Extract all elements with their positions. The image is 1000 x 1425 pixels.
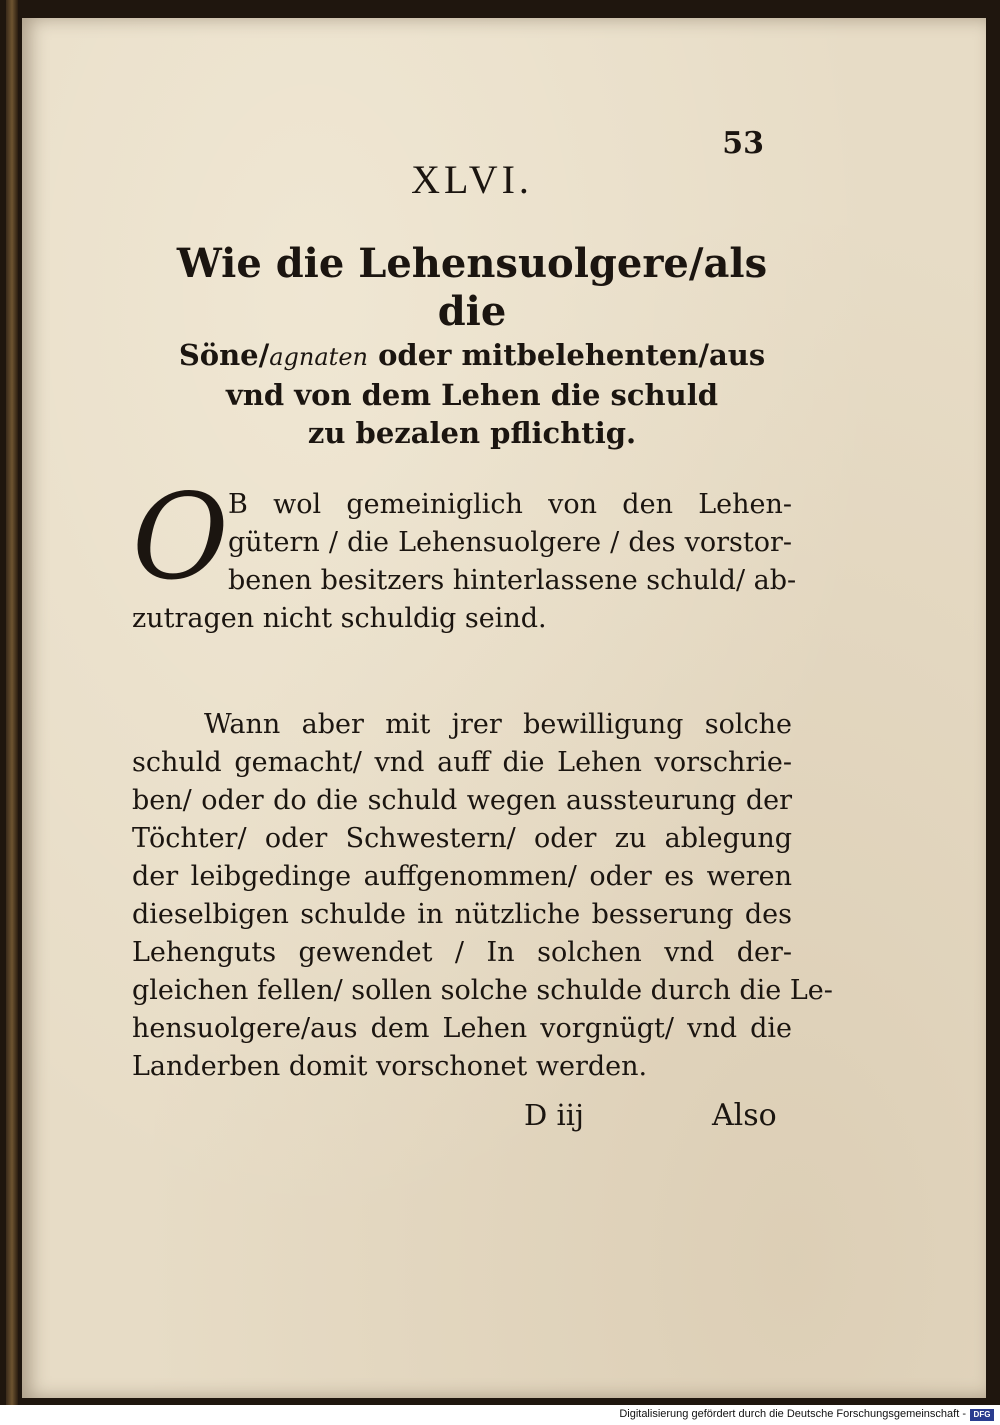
drop-cap-initial: O <box>132 468 229 606</box>
paragraph-1 <box>132 486 797 638</box>
heading-line-2 <box>142 336 802 376</box>
funding-credit: Digitalisierung gefördert durch die Deutsche Forschungsgemeinschaft - <box>619 1408 966 1420</box>
paragraph-1-line: B wol gemeiniglich von den Lehen- <box>228 489 792 520</box>
heading-line-2-end: oder mitbelehenten/aus <box>367 338 766 372</box>
book-cover-edge <box>6 0 18 1405</box>
heading-line-1: Wie die Lehensuolgere/als die <box>176 240 768 335</box>
page-number: 53 <box>722 126 764 161</box>
digitization-footer <box>0 1405 1000 1425</box>
paragraph-2-line: hensuolgere/aus dem Lehen vorgnügt/ vnd die <box>132 1013 792 1044</box>
paragraph-2-line: Landerben domit vorschonet werden. <box>132 1051 648 1082</box>
catchword: Also <box>712 1098 777 1133</box>
heading-line-2-start: Söne/ <box>178 338 270 372</box>
heading-agnaten-italic: agnaten <box>269 343 368 371</box>
paragraph-2-line: der leibgedinge auffgenommen/ oder es weren <box>132 861 792 892</box>
paragraph-1-line: gütern / die Lehensuolgere / des vorstor- <box>228 527 792 558</box>
paragraph-2-line: Töchter/ oder Schwestern/ oder zu ablegung <box>132 823 792 854</box>
chapter-number: XLVI. <box>411 157 533 202</box>
heading-line-3: vnd von dem Lehen die schuld <box>225 378 719 412</box>
chapter-heading <box>142 240 802 452</box>
paragraph-1-line: zutragen nicht schuldig seind. <box>132 603 547 634</box>
paragraph-2-line: dieselbigen schulde in nützliche besserung des <box>132 899 792 930</box>
paragraph-2-line: Lehenguts gewendet / In solchen vnd der- <box>132 937 792 968</box>
signature-mark: D iij <box>524 1098 585 1132</box>
paragraph-2-line: schuld gemacht/ vnd auff die Lehen vorschrie- <box>132 747 792 778</box>
dfg-logo: DFG <box>970 1409 994 1421</box>
paragraph-2-line: ben/ oder do die schuld wegen aussteurung der <box>132 785 792 816</box>
paragraph-2 <box>132 706 833 1086</box>
book-page <box>22 18 986 1398</box>
paragraph-2-line: gleichen fellen/ sollen solche schulde durch die Le- <box>132 975 833 1006</box>
paragraph-2-line: Wann aber mit jrer bewilligung solche <box>204 709 792 740</box>
paragraph-1-line: benen besitzers hinterlassene schuld/ ab- <box>228 565 797 596</box>
heading-line-4: zu bezalen pflichtig. <box>307 416 637 450</box>
